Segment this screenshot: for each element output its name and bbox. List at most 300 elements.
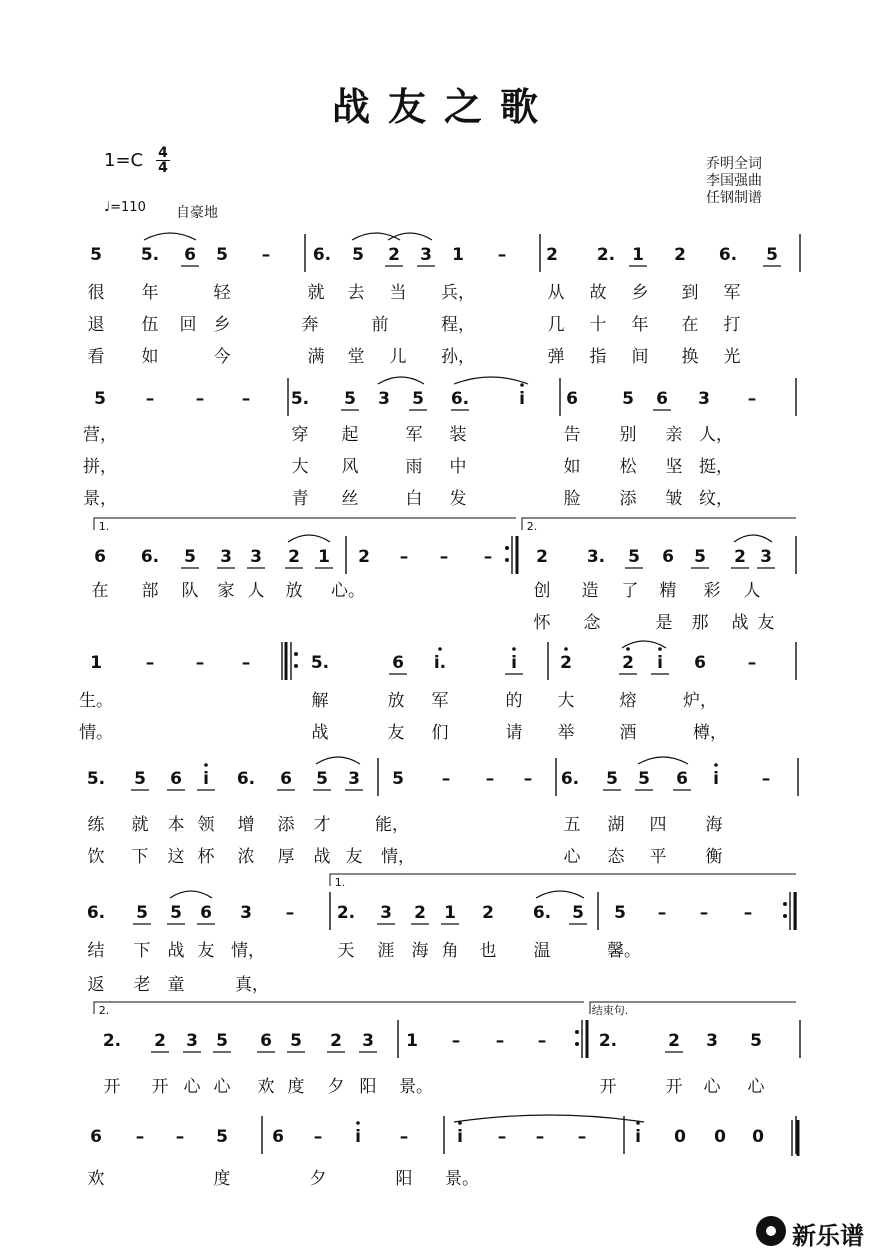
note: 6 [676, 769, 688, 789]
note: 6 [184, 245, 196, 265]
note: 5 [352, 245, 364, 265]
lyric: 军 [431, 691, 449, 711]
lyric: 开 [103, 1077, 121, 1097]
note: 3 [250, 547, 262, 567]
lyric: 衡 [705, 847, 723, 867]
lyric: 度 [287, 1077, 305, 1097]
note: 5. [140, 245, 160, 265]
lyric: 满 [307, 347, 325, 367]
note: 1 [452, 245, 464, 265]
lyric: 很 [87, 283, 105, 303]
note: 2 [358, 547, 370, 567]
note: 5 [216, 1031, 228, 1051]
lyric: 开 [151, 1077, 169, 1097]
note: 5 [216, 245, 228, 265]
note: 1 [90, 653, 102, 673]
lyric: 就 [307, 283, 325, 303]
lyric: 就 [131, 815, 149, 835]
lyric: 领 [197, 815, 215, 835]
note: 1 [632, 245, 644, 265]
lyric: 夕 [309, 1169, 327, 1189]
note: – [241, 389, 251, 409]
note: 5 [94, 389, 106, 409]
volta-second [94, 1002, 584, 1014]
site-logo [756, 1212, 878, 1248]
lyric: 景。 [399, 1077, 433, 1097]
octave-dot [626, 647, 630, 651]
repeat-dot [294, 664, 298, 668]
note: 2 [622, 653, 634, 673]
lyric: 战 [311, 723, 329, 743]
lyric: 心 [563, 847, 581, 867]
note: 2. [336, 903, 356, 923]
note: i [713, 769, 719, 789]
song-title: 战友之歌 [331, 84, 556, 129]
lyric: 队 [181, 581, 199, 601]
lyric: 馨。 [607, 941, 641, 961]
note: 6 [566, 389, 578, 409]
lyric: 穿 [291, 425, 309, 445]
note: 5 [136, 903, 148, 923]
lyric: 故 [589, 283, 607, 303]
volta-first [330, 874, 796, 886]
note: 3 [362, 1031, 374, 1051]
lyric: 生。 [79, 691, 113, 711]
note: i [635, 1127, 641, 1147]
slur [454, 377, 528, 384]
lyric: 本 [167, 815, 185, 835]
lyric: 心 [213, 1077, 231, 1097]
note: 2 [668, 1031, 680, 1051]
note: 5 [766, 245, 778, 265]
octave-dot [636, 1121, 640, 1125]
note: 5 [216, 1127, 228, 1147]
note: 6. [86, 903, 106, 923]
logo-text: 新乐谱 [792, 1222, 864, 1250]
lyric: 杯 [197, 847, 215, 867]
note: – [657, 903, 667, 923]
lyric: 起 [341, 425, 359, 445]
lyric: 创 [533, 581, 551, 601]
lyric: 堂 [347, 347, 365, 367]
lyric: 温 [533, 941, 551, 961]
octave-dot [356, 1121, 360, 1125]
lyric: 发 [449, 489, 467, 509]
lyric: 如 [563, 457, 581, 477]
lyric: 在 [91, 581, 109, 601]
slur [622, 641, 666, 648]
octave-dot [714, 763, 718, 767]
note: 2. [102, 1031, 122, 1051]
note: 6 [90, 1127, 102, 1147]
lyric: 军 [723, 283, 741, 303]
record-icon [756, 1216, 786, 1246]
note: 5 [170, 903, 182, 923]
note: 2. [598, 1031, 618, 1051]
note: – [495, 1031, 505, 1051]
note: 5 [638, 769, 650, 789]
note: i [203, 769, 209, 789]
slur [288, 535, 330, 542]
lyric: 饮 [87, 847, 105, 867]
note: – [399, 1127, 409, 1147]
note: 2 [734, 547, 746, 567]
volta-ending-label: 结束句. [591, 1004, 629, 1017]
lyric: 乡 [213, 315, 231, 335]
note: 2 [388, 245, 400, 265]
note: – [241, 653, 251, 673]
note: 3 [348, 769, 360, 789]
octave-dot [438, 647, 442, 651]
note: 6. [140, 547, 160, 567]
note: 5 [750, 1031, 762, 1051]
note: – [195, 389, 205, 409]
octave-dot [204, 763, 208, 767]
note: – [535, 1127, 545, 1147]
lyric: 景， [83, 489, 117, 509]
note: 5. [86, 769, 106, 789]
note: 6 [656, 389, 668, 409]
lyric: 从 [547, 283, 565, 303]
lyric: 开 [665, 1077, 683, 1097]
lyric: 情， [231, 941, 265, 961]
volta-second-label: 2. [526, 520, 538, 533]
note: – [145, 653, 155, 673]
lyric: 念 [583, 613, 601, 633]
note: – [537, 1031, 547, 1051]
repeat-dot [783, 902, 787, 906]
lyric: 那 [691, 613, 709, 633]
slur [638, 757, 688, 764]
note: 2 [482, 903, 494, 923]
lyric: 炉， [683, 691, 717, 711]
repeat-dot [505, 558, 509, 562]
note: – [399, 547, 409, 567]
lyric: 去 [347, 283, 365, 303]
time-signature-top: 4 [158, 145, 168, 161]
lyric: 添 [619, 489, 637, 509]
lyric: 阳 [395, 1169, 413, 1189]
lyric: 青 [291, 489, 309, 509]
lyric: 了 [621, 581, 639, 601]
note: – [699, 903, 709, 923]
repeat-dot [294, 652, 298, 656]
lyric: 装 [449, 425, 467, 445]
lyric: 纹， [699, 489, 733, 509]
lyric: 年 [631, 315, 649, 335]
note: – [485, 769, 495, 789]
slur [316, 757, 360, 764]
lyric: 回 [179, 315, 197, 335]
slur [454, 1115, 644, 1122]
note: – [441, 769, 451, 789]
lyric: 平 [649, 847, 667, 867]
note: 5 [134, 769, 146, 789]
note: 5 [392, 769, 404, 789]
note: 3 [240, 903, 252, 923]
note: 2 [546, 245, 558, 265]
lyric: 中 [449, 457, 467, 477]
lyric: 度 [213, 1169, 231, 1189]
expression-marking: 自豪地 [176, 205, 218, 221]
note: 6 [200, 903, 212, 923]
note: 2. [596, 245, 616, 265]
note: 2 [288, 547, 300, 567]
lyric: 大 [291, 457, 309, 477]
note: – [175, 1127, 185, 1147]
repeat-dot [575, 1030, 579, 1034]
lyric: 情， [381, 847, 415, 867]
volta-first-label: 1. [334, 876, 346, 889]
lyric: 到 [681, 283, 699, 303]
lyricist-credit: 乔明全词 [706, 156, 762, 172]
lyric: 樽， [693, 723, 727, 743]
volta-second [522, 518, 796, 530]
lyric: 心 [747, 1077, 765, 1097]
slur [170, 891, 212, 898]
lyric: 也 [479, 941, 497, 961]
note: 5 [316, 769, 328, 789]
lyric: 战 [731, 613, 749, 633]
note: – [313, 1127, 323, 1147]
note: 3 [760, 547, 772, 567]
note: 6 [272, 1127, 284, 1147]
note: 6 [662, 547, 674, 567]
lyric: 别 [619, 425, 637, 445]
volta-second-label: 2. [98, 1004, 110, 1017]
note: 0 [714, 1127, 726, 1147]
note: 6 [94, 547, 106, 567]
lyric: 儿 [389, 347, 407, 367]
note: – [261, 245, 271, 265]
lyric: 轻 [213, 283, 231, 303]
lyric: 们 [431, 723, 449, 743]
note: 6. [560, 769, 580, 789]
note: 2 [536, 547, 548, 567]
note: 1 [318, 547, 330, 567]
lyric: 添 [277, 815, 295, 835]
note: 5. [310, 653, 330, 673]
lyric: 军 [405, 425, 423, 445]
note: 3. [586, 547, 606, 567]
lyric: 告 [563, 425, 581, 445]
octave-dot [564, 647, 568, 651]
lyric: 换 [681, 347, 699, 367]
lyric: 皱 [665, 489, 683, 509]
note: – [577, 1127, 587, 1147]
lyric: 湖 [607, 815, 625, 835]
lyric: 十 [589, 315, 607, 335]
lyric: 才 [313, 815, 331, 835]
note: 6. [532, 903, 552, 923]
lyric: 雨 [405, 457, 423, 477]
note: i [511, 653, 517, 673]
slur [378, 377, 424, 384]
lyric: 风 [341, 457, 359, 477]
note: – [497, 1127, 507, 1147]
note: – [497, 245, 507, 265]
note: 5. [290, 389, 310, 409]
lyric: 的 [505, 691, 523, 711]
lyric: 弹 [547, 347, 565, 367]
lyric: 结 [87, 941, 105, 961]
note: 2 [330, 1031, 342, 1051]
note: i. [433, 653, 447, 673]
time-signature-bottom: 4 [158, 160, 168, 176]
note: – [285, 903, 295, 923]
note: – [135, 1127, 145, 1147]
note: 5 [344, 389, 356, 409]
lyric: 几 [547, 315, 565, 335]
key-signature: 1=C [104, 150, 144, 171]
note: – [451, 1031, 461, 1051]
note: – [747, 653, 757, 673]
note: 5 [572, 903, 584, 923]
slur [388, 233, 432, 240]
composer-credit: 李国强曲 [706, 173, 762, 189]
note: 2 [560, 653, 572, 673]
lyric: 精 [659, 581, 677, 601]
note: 6. [236, 769, 256, 789]
octave-dot [512, 647, 516, 651]
lyric: 家 [217, 581, 235, 601]
lyric: 今 [213, 347, 231, 367]
lyric: 光 [723, 347, 741, 367]
lyric: 五 [563, 815, 581, 835]
note: 3 [420, 245, 432, 265]
note: i [355, 1127, 361, 1147]
lyric: 战 [313, 847, 331, 867]
note: 6. [450, 389, 470, 409]
lyric: 人 [743, 581, 761, 601]
note: 5 [412, 389, 424, 409]
note: 3 [706, 1031, 718, 1051]
lyric: 大 [557, 691, 575, 711]
lyric: 松 [619, 457, 637, 477]
transcriber-credit: 任钢制谱 [706, 190, 762, 206]
note: 1 [444, 903, 456, 923]
lyric: 友 [387, 723, 405, 743]
lyric: 这 [167, 847, 185, 867]
lyric: 夕 [327, 1077, 345, 1097]
lyric: 拼， [83, 457, 117, 477]
volta-first-label: 1. [98, 520, 110, 533]
volta-first [94, 518, 516, 530]
note: 1 [406, 1031, 418, 1051]
lyric: 下 [131, 847, 149, 867]
note: – [483, 547, 493, 567]
lyric: 景。 [445, 1169, 479, 1189]
octave-dot [520, 383, 524, 387]
slur [352, 233, 400, 240]
tempo-marking: ♩=110 [104, 200, 146, 215]
note: 2 [674, 245, 686, 265]
lyric: 间 [631, 347, 649, 367]
lyric: 酒 [619, 723, 637, 743]
lyric: 友 [197, 941, 215, 961]
note: 3 [186, 1031, 198, 1051]
lyric: 欢 [257, 1077, 275, 1097]
note: 6 [392, 653, 404, 673]
note: 3 [378, 389, 390, 409]
repeat-dot [783, 914, 787, 918]
lyric: 真， [235, 975, 269, 995]
lyric: 海 [411, 941, 429, 961]
repeat-dot [575, 1042, 579, 1046]
note: 6 [170, 769, 182, 789]
note: i [519, 389, 525, 409]
lyric: 营， [83, 425, 117, 445]
note: 5 [184, 547, 196, 567]
lyric: 老 [133, 975, 151, 995]
lyric: 童 [167, 975, 185, 995]
lyric: 丝 [341, 489, 359, 509]
lyric: 看 [87, 347, 105, 367]
note: 5 [290, 1031, 302, 1051]
lyric: 四 [649, 815, 667, 835]
lyric: 能， [375, 815, 409, 835]
note: 6. [718, 245, 738, 265]
slur [144, 233, 196, 240]
note: – [439, 547, 449, 567]
lyric: 指 [589, 347, 607, 367]
lyric: 挺， [699, 457, 733, 477]
note: 6 [260, 1031, 272, 1051]
note: 3 [698, 389, 710, 409]
lyric: 脸 [563, 489, 581, 509]
note: 0 [674, 1127, 686, 1147]
lyric: 当 [389, 283, 407, 303]
lyric: 举 [557, 723, 575, 743]
lyric: 心 [703, 1077, 721, 1097]
lyric: 战 [167, 941, 185, 961]
lyric: 在 [681, 315, 699, 335]
note: i [657, 653, 663, 673]
lyric: 怀 [533, 613, 551, 633]
lyric: 解 [311, 691, 329, 711]
note: – [195, 653, 205, 673]
lyric: 兵， [441, 283, 475, 303]
note: – [747, 389, 757, 409]
lyric: 熔 [619, 691, 637, 711]
lyric: 部 [141, 581, 159, 601]
lyric: 放 [387, 691, 405, 711]
lyric: 海 [705, 815, 723, 835]
note: – [145, 389, 155, 409]
repeat-dot [505, 546, 509, 550]
octave-dot [458, 1121, 462, 1125]
note: 0 [752, 1127, 764, 1147]
lyric: 角 [441, 941, 459, 961]
note: 5 [90, 245, 102, 265]
lyric: 人， [699, 425, 733, 445]
note: i [457, 1127, 463, 1147]
lyric: 欢 [87, 1169, 105, 1189]
note: – [523, 769, 533, 789]
note: 5 [614, 903, 626, 923]
lyric: 前 [371, 315, 389, 335]
lyric: 厚 [277, 847, 295, 867]
lyric: 造 [581, 581, 599, 601]
lyric: 下 [133, 941, 151, 961]
note: 3 [380, 903, 392, 923]
lyric: 如 [141, 347, 159, 367]
lyric: 练 [87, 815, 105, 835]
lyric: 心。 [331, 581, 365, 601]
lyric: 是 [655, 613, 673, 633]
lyric: 程， [441, 315, 475, 335]
note: 2 [414, 903, 426, 923]
